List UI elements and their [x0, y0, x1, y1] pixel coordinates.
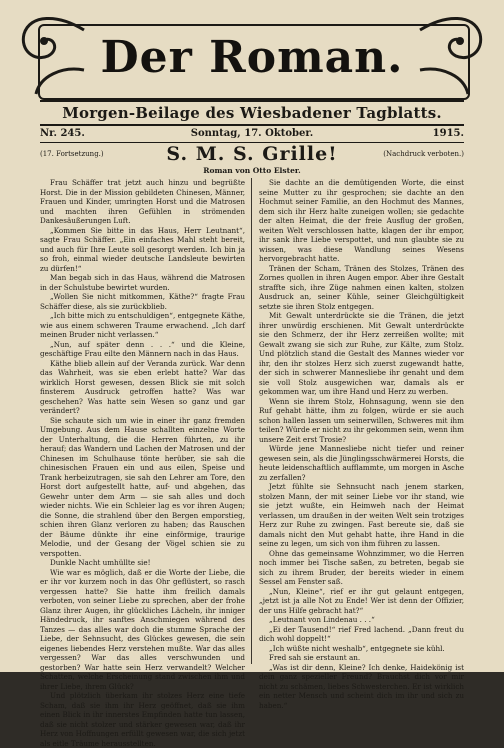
newspaper-title: Der Roman. [100, 32, 404, 83]
subtitle-band [40, 100, 464, 126]
issue-date: Sonntag, 17. Oktober. [190, 128, 314, 139]
reprint-note: (Nachdruck verboten.) [383, 150, 464, 158]
column-divider [251, 178, 252, 664]
paragraph: Wie war es möglich, daß er die Worte der Liebe, die er ihr vor kurzem noch in das Ohr geflüstert, so rasch vergessen hatte? Sie hatte ihm freilich damals verboten, von seiner Liebe zu sprechen, aber der frohe Glanz ihrer Augen, ihr glückliches Lächeln, ihr inniger Händedruck, ihr sanftes Anschmiegen während des Tanzes — das alles war doch die stumme Sprache der Liebe, der Sehnsucht, des Glückes gewesen, die sein eigenes liebendes Herz verstehen mußte. War das alles vergessen? War das alles verschwunden und gestorben? War hatte sein Herz verwandelt? Welcher Schatten, welche Erscheinung stand zwischen ihm und ihrer Liebe, ihrem Glück? [40, 567, 245, 691]
story-headline: S. M. S. Grille! [166, 143, 338, 165]
text-column-right [259, 178, 464, 710]
paragraph: „Nun, auf später denn . . .“ und die Kleine, geschäftige Frau eilte den Männern nach in das Haus. [40, 339, 245, 358]
paragraph: „Was ist dir denn, Kleine? Ich denke, Haidekönig ist dein ganz spezieller Freund? Brauchst dich vor mir nicht zu schämen, liebes Schwesterchen. Er ist wirklich ein netter Mensch und scheint dich im ihr und sich zu haben.“ [259, 662, 464, 710]
paragraph: Wenn sie ihrem Stolz, Hohnsagung, wenn sie den Ruf gehabt hätte, ihm zu folgen, würde er sie auch schon hallen lassen um seinerwillen, Schweres mit ihm teilen? Würde er nicht zu ihr gekommen sein, wenn ihm unsere Zeit erst Trosie? [259, 396, 464, 444]
paragraph: Dunkle Nacht umhüllte sie! [50, 558, 151, 567]
paragraph: Würde jene Mannesliebe nicht tiefer und reiner gewesen sein, als die Jünglingsschwärmerei Horsts, die heute leidenschaftlich aufflammte, um morgen in Asche zu zerfallen? [259, 444, 464, 482]
paragraph: „Ich bitte mich zu entschuldigen“, entgegnete Käthe, wie aus einem schweren Traume erwachend. „Ich darf meinen Bruder nicht verlassen.“ [40, 311, 245, 339]
issue-year: 1915. [432, 128, 464, 139]
paragraph: Käthe blieb allein auf der Veranda zurück. War denn das Wahrheit, was sie eben erlebt hatte? War das wirklich Horst gewesen, dessen Blick sie mit solch finsterem Ausdruck getroffen hatte? Was war geschehen? Was hatte sein Wesen so ganz und gar verändert? [40, 358, 245, 415]
paragraph: Ohne das gemeinsame Wohnzimmer, wo die Herren noch immer bei Tische saßen, zu betreten, begab sie sich zu ihrem Bruder, der bereits wieder in einem Sessel am Fenster saß. [259, 548, 464, 586]
newspaper-subtitle: Morgen-Beilage des Wiesbadener Tagblatts. [62, 104, 442, 122]
paragraph: Jetzt fühlte sie Sehnsucht nach jenem starken, stolzen Mann, der mit seiner Liebe vor ihr stand, wie sie jetzt wußte, ein Heimweh nach der Heimat verlassen, um draußen in der weiten Welt sein trotziges Herz zur Ruhe zu zwingen. Fast bereute sie, daß sie damals nicht den Mut gehabt hatte, ihre Hand in die seine zu legen, um sich von ihm führen zu lassen. [259, 482, 464, 548]
paragraph: Mit Gewalt unterdrückte sie die Tränen, die jetzt ihrer unwürdig erschienen. Mit Gewalt unterdrückte sie den Schmerz, der ihr Herz zerreißen wollte; mit Gewalt zwang sie sich zur Ruhe, zur Kälte, zum Stolz. Und plötzlich stand die Gestalt des Mannes wieder vor ihr, den ihr stolzes Herz sich zuerst zugewandt hatte, der sich in schwerer Mannesliebe ihr genaht und dem sie voll Stolz ausgewichen war, damals als er gekommen war, um ihre Hand und Herz zu werben. [259, 311, 464, 396]
paragraph: „Wollen Sie nicht mitkommen, Käthe?“ fragte Frau Schäffer diese, als sie zurückblieb. [40, 292, 245, 311]
paragraph: „Kommen Sie bitte in das Haus, Herr Leutnant“, sagte Frau Schäffer. „Ein einfaches Mahl steht bereit, und auch für Ihre Leute soll gesorgt werden. Ich bin ja so froh, einmal wieder deutsche Landsleute bewirten zu dürfen!“ [40, 225, 245, 273]
paragraph: Man begab sich in das Haus, während die Matrosen in der Schulstube bewirtet wurden. [40, 273, 245, 292]
paragraph: Sie schaute sich um wie in einer ihr ganz fremden Umgebung. Aus dem Hause schallten einzelne Worte der Unterhaltung, die die Herren führten, zu ihr herauf; das Wandern und Lachen der Matrosen und der Chinesen im Schulhause tönte herüber, sie sah die chinesischen Frauen ein und aus eilen, Speise und Trank herbeizutragen, sie sah den Lehrer am Tore, den Horst dort aufgestellt hatte, auf- und abgehen, das Gewehr unter dem Arm — sie sah alles und doch wieder nichts. Wie ein Schleier lag es vor ihren Augen; die Sonne, die strahlend über den Bergen emporstieg, schien ihren Glanz verloren zu haben; das Rauschen der Bäume dünkte ihr eine einförmige, traurige Melodie, und der Gesang der Vögel schien sie zu verspotten. [40, 415, 245, 558]
text-column-left [40, 178, 245, 748]
dateline [40, 126, 464, 143]
paragraph: „Nun, Kleine“, rief er ihr gut gelaunt entgegen, „jetzt ist ja alle Not zu Ende! Wer ist denn der Offizier, der uns Hilfe gebracht hat?“ [259, 586, 464, 615]
story-byline: Roman von Otto Elster. [203, 166, 301, 175]
paragraph: Tränen der Scham, Tränen des Stolzes, Tränen des Zornes quollen in ihren Augen empor. Aber ihre Gestalt straffte sich, ihre Züge nahmen einen kalten, stolzen Ausdruck an, seiner Kühle, seiner Gleichgültigkeit setzte sie ihren Stolz entgegen. [259, 263, 464, 311]
paragraph: „Leutnant von Lindenau . . .“ [269, 615, 375, 624]
paragraph: „Ei der Tausend!“ rief Fred lachend. „Dann freut du dich wohl doppelt!“ [259, 624, 464, 643]
masthead [18, 8, 486, 98]
paragraph: Und plötzlich überkam ihr stolzes Herz eine tiefe Scham, daß sie ihm ihr Herz geöffnet, daß sie ihm einen Blick in ihr innerstes Empfinden hatte tun lassen, daß sie nicht stolzer und stärker gewesen war, daß ihr Herz von Hoffnungen erfüllt gewesen war, die sich jetzt als eitle Träume herausstellten. [40, 691, 245, 748]
paragraph: Sie dachte an die demütigenden Worte, die einst seine Mutter zu ihr gesprochen; sie dachte an den Hochmut seiner Familie, an den Hochmut des Mannes, dem sich ihr Herz halte zuneigen wollen; sie gedachte der alten Heimat, die der freie Ausflug der großen, weiten Welt verschlossen hatte, klagen der ihr empor, ihr sank ihre Liebe verspottet, und nun glaubte sie zu wissen, was diese Wandlung seines Wesens hervorgebracht hatte. [259, 178, 464, 263]
paragraph: „Ich wüßte nicht weshalb“, entgegnete sie kühl. [269, 643, 445, 653]
paragraph: Fred sah sie erstaunt an. [269, 653, 361, 662]
paragraph: Frau Schäffer trat jetzt auch hinzu und begrüßte Horst. Die in der Mission gebildeten Chinesen, Männer, Frauen und Kinder, umringten Horst und die Matrosen und machten ihren Gefühlen in strömenden Dankesäußerungen Luft. [40, 178, 245, 225]
issue-number: Nr. 245. [40, 128, 85, 139]
continuation-note: (17. Fortsetzung.) [40, 150, 104, 158]
